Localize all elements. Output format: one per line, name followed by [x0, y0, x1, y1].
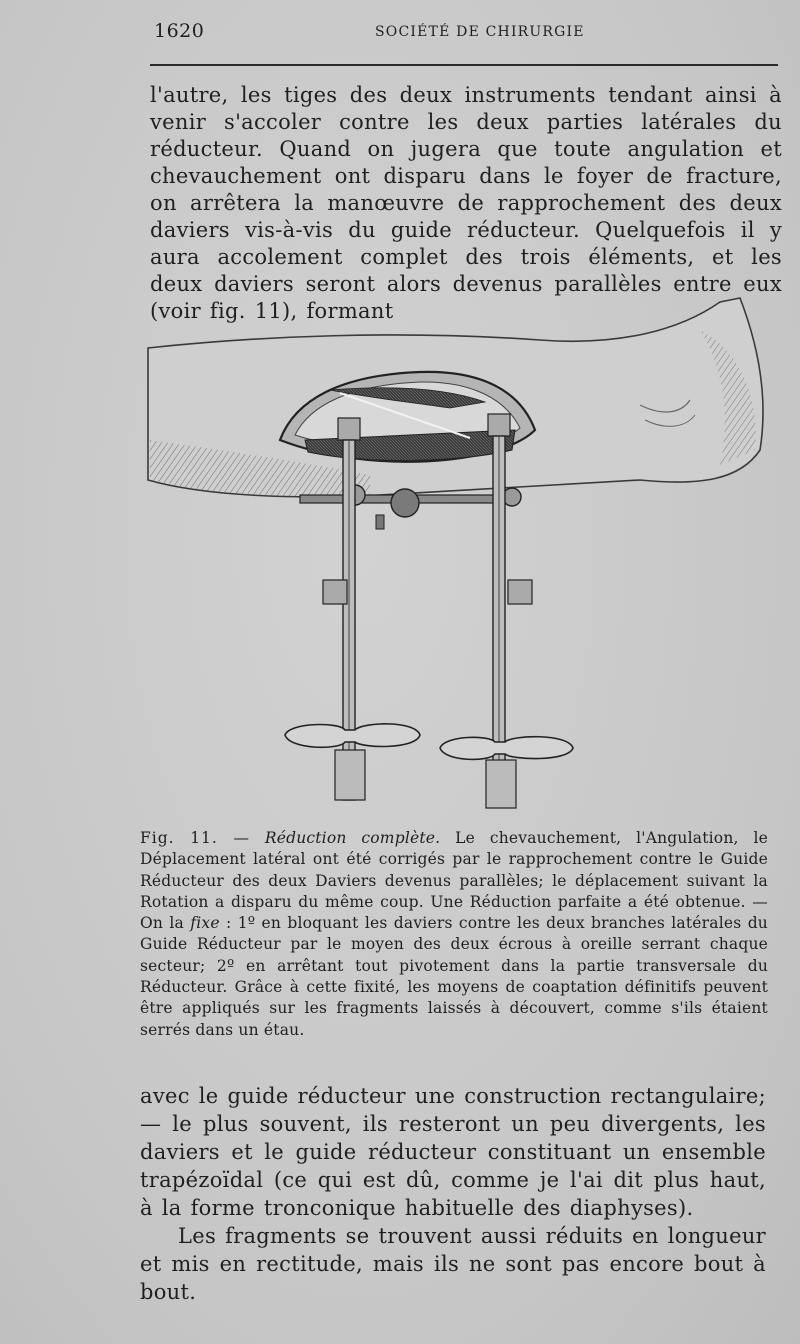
caption-italic-word: fixe [190, 914, 220, 933]
figure-11-illustration [140, 290, 780, 820]
body-paragraph-bottom-1: avec le guide réducteur une construction rectangulaire; — le plus souvent, ils resteront un peu divergents, les daviers et le guide réducteur constituant un ensemble trapézoïdal (ce qui est dû, comme je l'ai dit plus haut, à la forme tronconique habituelle des diaphyses). [140, 1084, 766, 1220]
figure-label: Fig. 11. — [140, 829, 250, 847]
running-title: SOCIÉTÉ DE CHIRURGIE [375, 24, 585, 40]
header-rule [150, 64, 778, 66]
fracture-reduction-engraving [140, 290, 780, 820]
running-head [150, 20, 778, 44]
caption-text-2: : 1º en bloquant les daviers contre les deux branches latérales du Guide Réducteur par le moyen des deux écrous à oreille serrant chaque secteur; 2º en arrêtant tout pivotement dans la partie transversale du Réducteur. Grâce à cette fixité, les moyens de coaptation définitifs peuvent être appliqués sur les fragments laissés à découvert, comme s'ils étaient serrés dans un étau. [140, 914, 768, 1039]
figure-caption [140, 828, 768, 1041]
figure-title: Réduction complète. [264, 829, 441, 847]
caption-text-1: Le chevauchement, l'Angulation, le Déplacement latéral ont été corrigés par le rapprochement contre le Guide Réducteur des deux Daviers devenus parallèles; le déplacement suivant la Rotation a disparu du même coup. Une Réduction parfaite a été obtenue. — On la [140, 829, 768, 933]
body-paragraph-top: l'autre, les tiges des deux instruments tendant ainsi à venir s'accoler contre les deux parties latérales du réducteur. Quand on jugera que toute angulation et chevauchement ont disparu dans le foyer de fracture, on arrêtera la manœuvre de rapprochement des deux daviers vis-à-vis du guide réducteur. Quelquefois il y aura accolement complet des trois éléments, et les deux daviers seront alors devenus parallèles entre eux (voir fig. 11), formant [150, 83, 782, 323]
page-number: 1620 [154, 20, 205, 42]
body-paragraph-bottom-2: Les fragments se trouvent aussi réduits en longueur et mis en rectitude, mais ils ne sont pas encore bout à bout. [140, 1224, 766, 1304]
